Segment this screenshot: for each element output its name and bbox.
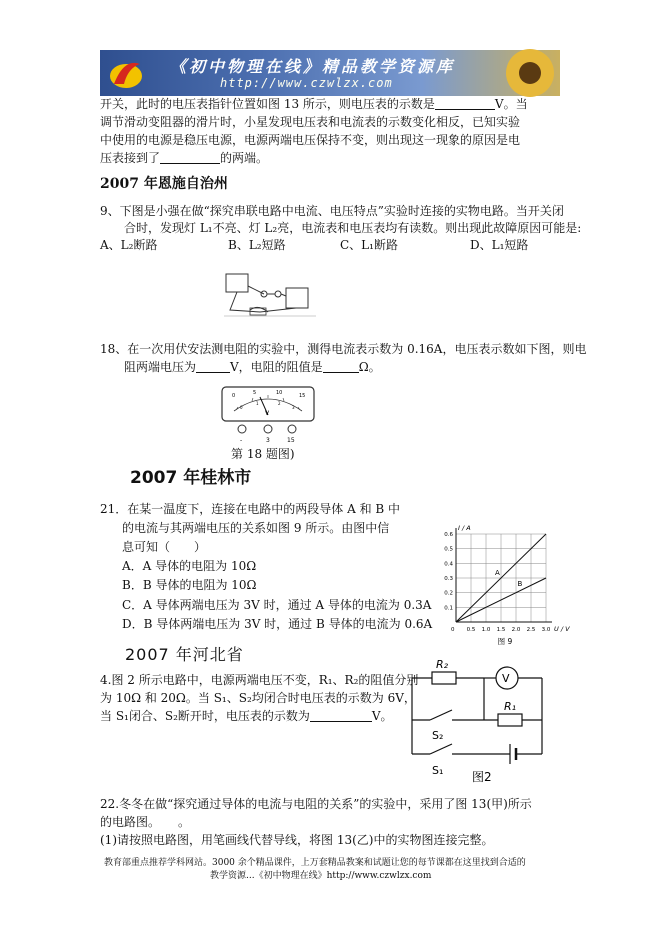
q9-option-a: A、L₂断路: [100, 238, 158, 252]
footer-line-2: 教学资源...《初中物理在线》http://www.czwlzx.com: [210, 871, 432, 881]
x-tick-label: 1.5: [496, 627, 506, 633]
circuit-figure-2: [406, 656, 556, 786]
q22-line-3: (1)请按照电路图，用笔画线代替导线，将图 13(乙)中的实物图连接完整。: [100, 833, 494, 847]
q18-caption: 第 18 题图): [231, 447, 295, 461]
header-banner: [100, 50, 560, 96]
y-tick-label: 0.1: [444, 605, 453, 612]
q18-line-1: 18、在一次用伏安法测电阻的实验中，测得电流表示数为 0.16A，电压表示数如下图，则电: [100, 342, 587, 356]
header-title: 《初中物理在线》精品教学资源库: [170, 57, 456, 76]
intro-line-2: 调节滑动变阻器的滑片时，小星发现电压表和电流表的示数变化相反，已知实验: [100, 115, 521, 129]
q4-line-1: 4.图 2 所示电路中，电源两端电压不变，R₁、R₂的阻值分别: [100, 673, 419, 687]
x-tick-label: 2.0: [511, 627, 521, 633]
q4-line-3: 当 S₁闭合、S₂断开时，电压表的示数为 V。: [100, 709, 393, 723]
label-s2: S₂: [432, 729, 444, 742]
sunflower-image: [500, 44, 560, 102]
scale-bottom-3: 3: [292, 405, 295, 410]
q21-option-d: D．B 导体两端电压为 3V 时，通过 B 导体的电流为 0.6A: [122, 617, 433, 631]
figure-2-caption: 图2: [472, 770, 492, 784]
q18-line-2: 阻两端电压为 V，电阻的阻值是 Ω。: [124, 360, 381, 374]
section-title-hebei: 2007 年河北省: [125, 645, 244, 664]
footer-line-1: 教育部重点推荐学科网站。3000 余个精品课件，上万套精品教案和试题让您的每节课都在这里找到合适的: [104, 858, 526, 868]
x-axis-label: U / V: [554, 625, 570, 633]
q21-option-a: A．A 导体的电阻为 10Ω: [122, 559, 257, 573]
answer-blank: [323, 360, 359, 373]
scale-bottom-0: 0: [240, 405, 243, 410]
q9-line-1: 9、下图是小强在做“探究串联电路中电流、电压特点”实验时连接的实物电路。当开关闭: [100, 204, 564, 218]
intro-line-1: 开关，此时的电压表指针位置如图 13 所示，则电压表的示数是 V。当: [100, 97, 528, 111]
voltmeter-figure: [220, 385, 316, 443]
q9-option-c: C、L₁断路: [340, 238, 398, 252]
scale-top-10: 10: [276, 390, 283, 396]
q9-line-2: 合时，发现灯 L₁不亮、灯 L₂亮，电流表和电压表均有读数。则出现此故障原因可能是:: [124, 221, 582, 235]
section-title-enshi: 2007 年恩施自治州: [100, 176, 228, 192]
q21-line-1: 21．在某一温度下，连接在电路中的两段导体 A 和 B 中: [100, 502, 401, 516]
q21-option-b: B．B 导体的电阻为 10Ω: [122, 578, 257, 592]
scale-bottom-1: 1: [256, 401, 259, 406]
q21-option-c: C．A 导体两端电压为 3V 时，通过 A 导体的电流为 0.3A: [122, 598, 432, 612]
y-tick-label: 0.3: [444, 576, 453, 582]
resistor-r2: [432, 672, 456, 684]
terminal-icon: [288, 425, 296, 433]
label-r2: R₂: [436, 658, 449, 671]
q9-circuit-figure: [220, 266, 320, 328]
label-r1: R₁: [504, 700, 517, 713]
y-tick-label: 0.6: [444, 532, 453, 538]
intro-line-4: 压表接到了 的两端。: [100, 151, 269, 165]
q9-option-b: B、L₂短路: [228, 238, 286, 252]
series-label-a: A: [495, 569, 500, 577]
intro-line-3: 中使用的电源是稳压电源，电源两端电压保持不变，则出现这一现象的原因是电: [100, 133, 521, 147]
terminal-label: 15: [287, 437, 295, 444]
y-tick-label: 0.2: [444, 590, 453, 597]
q4-line-2: 为 10Ω 和 20Ω。当 S₁、S₂均闭合时电压表的示数为 6V，: [100, 691, 416, 705]
chart-caption: 图 9: [497, 637, 513, 646]
logo-icon: [106, 54, 146, 92]
scale-top-0: 0: [232, 393, 236, 399]
x-tick-label: 3.0: [541, 627, 551, 633]
q9-option-d: D、L₁短路: [470, 238, 529, 252]
series-label-b: B: [517, 580, 523, 588]
terminal-label: 3: [266, 437, 270, 444]
q21-line-2: 的电流与其两端电压的关系如图 9 所示。由图中信: [122, 521, 390, 535]
iu-chart: [438, 520, 570, 648]
header-url: http://www.czwlzx.com: [220, 76, 393, 90]
x-tick-label: 0.5: [466, 627, 476, 633]
label-v: V: [502, 672, 510, 685]
q21-line-3: 息可知（ ）: [122, 540, 207, 554]
label-s1: S₁: [432, 764, 444, 777]
scale-bottom-2: 2: [278, 401, 281, 406]
q22-line-1: 22.冬冬在做“探究通过导体的电流与电阻的关系”的实验中，采用了图 13(甲)所示: [100, 797, 532, 811]
q22-line-2: 的电路图。 。: [100, 815, 191, 829]
answer-blank: [435, 97, 495, 110]
footer-link[interactable]: http://www.czwlzx.com: [326, 871, 432, 881]
answer-blank: [196, 360, 230, 373]
answer-blank: [310, 709, 372, 722]
y-axis-label: I / A: [458, 524, 471, 532]
x-tick-label: 1.0: [481, 627, 491, 633]
scale-top-5: 5: [253, 390, 257, 396]
terminal-icon: [264, 425, 272, 433]
y-tick-label: 0.5: [444, 546, 453, 553]
answer-blank: [160, 151, 220, 164]
section-title-guilin: 2007 年桂林市: [130, 468, 252, 488]
x-tick-label: 2.5: [526, 627, 536, 633]
scale-top-15: 15: [299, 393, 306, 399]
resistor-r1: [498, 714, 522, 726]
terminal-label: -: [240, 437, 243, 444]
y-tick-label: 0.4: [444, 561, 453, 568]
origin-label: 0: [451, 627, 455, 633]
meter-unit: V: [265, 410, 270, 417]
terminal-icon: [238, 425, 246, 433]
